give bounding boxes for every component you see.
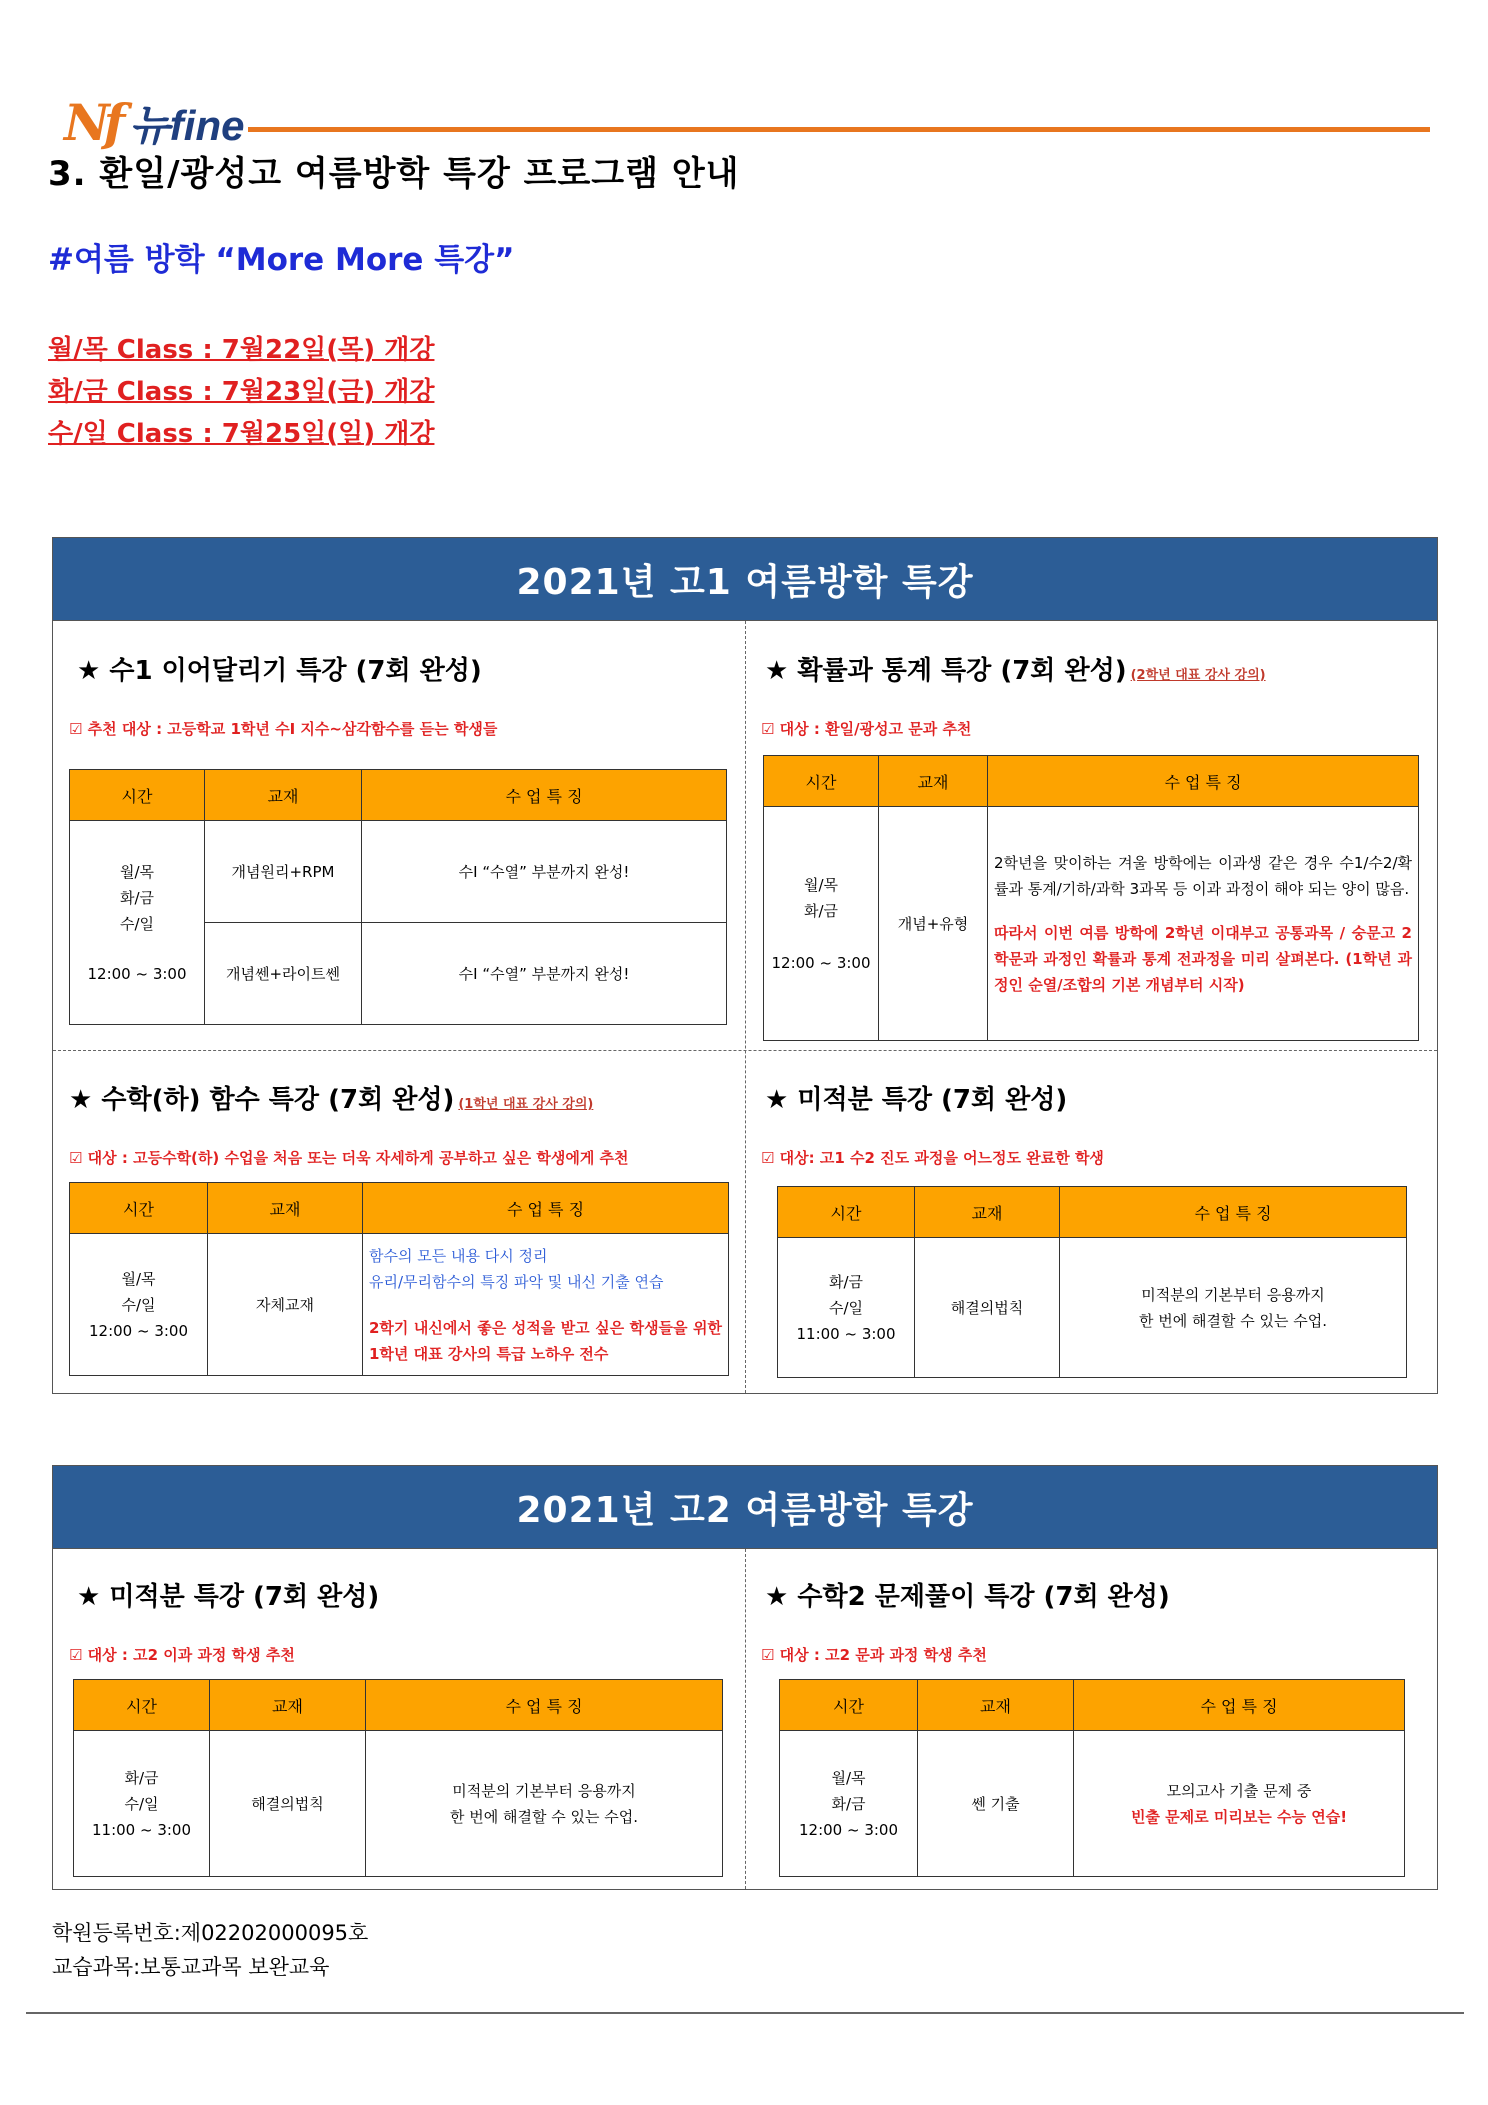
course-table (777, 1186, 1407, 1378)
grade2-program-box (52, 1465, 1438, 1890)
feature-cell: 수Ⅰ “수열” 부분까지 완성! (362, 923, 727, 1025)
course-table (73, 1679, 723, 1877)
course-target: ☑ 대상 : 고등수학(하) 수업을 처음 또는 더욱 자세하게 공부하고 싶은 학생에게 추천 (69, 1149, 629, 1167)
course-target: ☑ 대상 : 고2 문과 과정 학생 추천 (761, 1646, 987, 1664)
header-feature: 수 업 특 징 (363, 1183, 729, 1234)
footer-rule (26, 2012, 1464, 2014)
page-title: 3. 환일/광성고 여름방학 특강 프로그램 안내 (48, 154, 740, 194)
course-table (779, 1679, 1405, 1877)
column-divider (745, 1549, 746, 1889)
class-schedule (48, 330, 434, 456)
header-book: 교재 (915, 1187, 1060, 1238)
logo-mark: Nf (64, 93, 120, 152)
book-cell: 해결의법칙 (210, 1731, 366, 1877)
book-cell: 개념+유형 (879, 807, 988, 1041)
subjects-info: 교습과목:보통교과목 보완교육 (52, 1955, 330, 1979)
time-cell: 월/목 화/금 수/일 12:00 ~ 3:00 (70, 821, 205, 1025)
grade2-box-title: 2021년 고2 여름방학 특강 (53, 1466, 1437, 1549)
course-title: ★ 확률과 통계 특강 (7회 완성) (2학년 대표 강사 강의) (765, 656, 1266, 686)
grade1-box-title: 2021년 고1 여름방학 특강 (53, 538, 1437, 621)
book-cell: 개념쎈+라이트쎈 (205, 923, 362, 1025)
header-time: 시간 (70, 770, 205, 821)
page-subtitle: #여름 방학 “More More 특강” (48, 242, 515, 278)
header-book: 교재 (205, 770, 362, 821)
book-cell: 해결의법칙 (915, 1238, 1060, 1378)
logo (64, 93, 245, 152)
course-title: ★ 수학(하) 함수 특강 (7회 완성) (1학년 대표 강사 강의) (69, 1085, 594, 1115)
class-line: 월/목 Class : 7월22일(목) 개강 (48, 335, 435, 365)
header-feature: 수 업 특 징 (362, 770, 727, 821)
class-line: 화/금 Class : 7월23일(금) 개강 (48, 377, 435, 407)
course-table (69, 769, 727, 1025)
time-cell: 화/금 수/일 11:00 ~ 3:00 (74, 1731, 210, 1877)
course-target: ☑ 대상 : 고2 이과 과정 학생 추천 (69, 1646, 295, 1664)
header-time: 시간 (778, 1187, 915, 1238)
header-feature: 수 업 특 징 (366, 1680, 723, 1731)
header-time: 시간 (74, 1680, 210, 1731)
header-book: 교재 (208, 1183, 363, 1234)
footer (52, 1916, 368, 1984)
row-divider (53, 1050, 1437, 1051)
header-book: 교재 (918, 1680, 1074, 1731)
header-feature: 수 업 특 징 (1074, 1680, 1405, 1731)
header-feature: 수 업 특 징 (988, 756, 1419, 807)
header-time: 시간 (780, 1680, 918, 1731)
grade1-program-box (52, 537, 1438, 1394)
course-title: ★ 수1 이어달리기 특강 (7회 완성) (77, 656, 482, 686)
time-cell: 월/목 화/금 12:00 ~ 3:00 (764, 807, 879, 1041)
course-target: ☑ 대상 : 환일/광성고 문과 추천 (761, 720, 972, 738)
course-title: ★ 미적분 특강 (7회 완성) (765, 1085, 1068, 1115)
feature-cell: 모의고사 기출 문제 중 빈출 문제로 미리보는 수능 연습! (1074, 1731, 1405, 1877)
time-cell: 월/목 수/일 12:00 ~ 3:00 (70, 1234, 208, 1376)
column-divider (745, 621, 746, 1393)
feature-cell: 2학년을 맞이하는 겨울 방학에는 이과생 같은 경우 수1/수2/확률과 통계/기하/과학 3과목 등 이과 과정이 해야 되는 양이 많음. 따라서 이번 여름 방학에 2학년 이대부고 공통과목 / 숭문고 2학문과 과정인 확률과 통계 전과정을 미리 살펴본다. (1학년 과정인 순열/조합의 기본 개념부터 시작) (988, 807, 1419, 1041)
course-table (69, 1182, 729, 1376)
feature-cell: 함수의 모든 내용 다시 정리 유리/무리함수의 특징 파악 및 내신 기출 연습 2학기 내신에서 좋은 성적을 받고 싶은 학생들을 위한 1학년 대표 강사의 특급 노하우 전수 (363, 1234, 729, 1376)
logo-text: 뉴fine (129, 102, 245, 149)
instructor-note: (1학년 대표 강사 강의) (458, 1097, 594, 1112)
instructor-note: (2학년 대표 강사 강의) (1130, 668, 1266, 683)
feature-cell: 수Ⅰ “수열” 부분까지 완성! (362, 821, 727, 923)
book-cell: 자체교재 (208, 1234, 363, 1376)
course-title: ★ 미적분 특강 (7회 완성) (77, 1582, 380, 1612)
course-title: ★ 수학2 문제풀이 특강 (7회 완성) (765, 1582, 1170, 1612)
course-table (763, 755, 1419, 1041)
header-time: 시간 (764, 756, 879, 807)
class-line: 수/일 Class : 7월25일(일) 개강 (48, 419, 435, 449)
course-target: ☑ 추천 대상 : 고등학교 1학년 수Ⅰ 지수~삼각함수를 듣는 학생들 (69, 720, 498, 738)
registration-number: 학원등록번호:제02202000095호 (52, 1921, 369, 1945)
header-book: 교재 (879, 756, 988, 807)
time-cell: 월/목 화/금 12:00 ~ 3:00 (780, 1731, 918, 1877)
header-rule (248, 127, 1430, 132)
header-time: 시간 (70, 1183, 208, 1234)
header-feature: 수 업 특 징 (1060, 1187, 1407, 1238)
header-book: 교재 (210, 1680, 366, 1731)
book-cell: 개념원리+RPM (205, 821, 362, 923)
book-cell: 쎈 기출 (918, 1731, 1074, 1877)
time-cell: 화/금 수/일 11:00 ~ 3:00 (778, 1238, 915, 1378)
feature-cell: 미적분의 기본부터 응용까지 한 번에 해결할 수 있는 수업. (1060, 1238, 1407, 1378)
feature-cell: 미적분의 기본부터 응용까지 한 번에 해결할 수 있는 수업. (366, 1731, 723, 1877)
course-target: ☑ 대상: 고1 수2 진도 과정을 어느정도 완료한 학생 (761, 1149, 1104, 1167)
